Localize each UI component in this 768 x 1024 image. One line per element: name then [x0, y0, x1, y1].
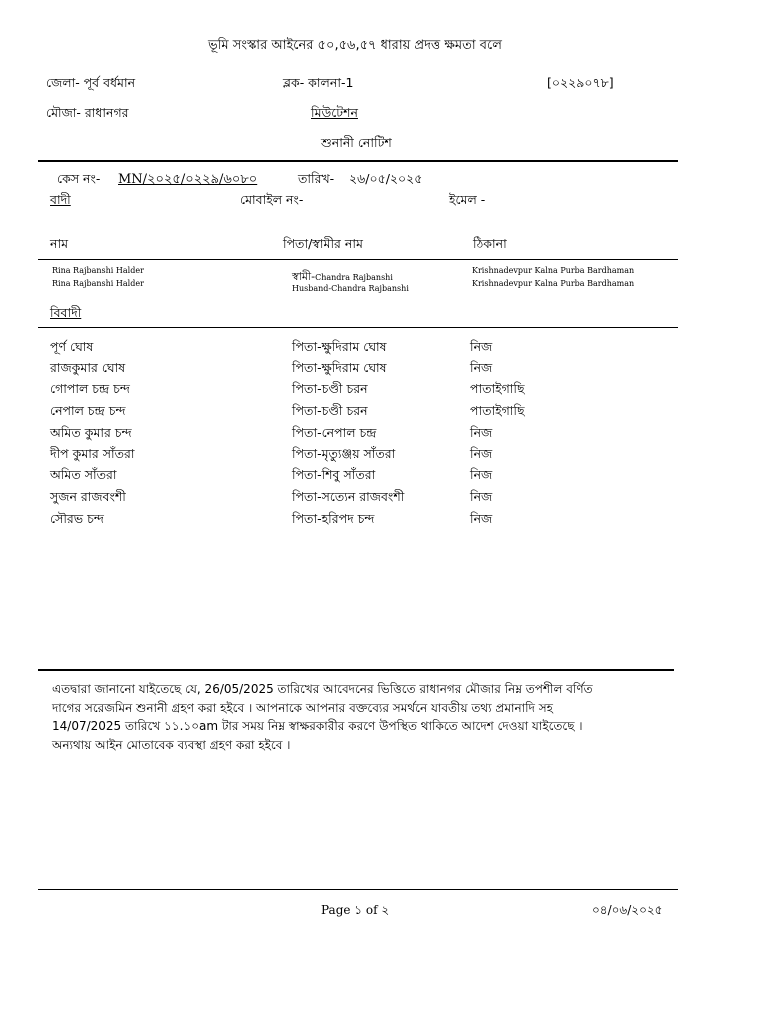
respondent-name: সুজন রাজবংশী [50, 489, 126, 504]
respondent-address: নিজ [470, 511, 493, 526]
body-divider [38, 669, 674, 671]
mobile-label: মোবাইল নং- [240, 192, 304, 207]
respondent-name: গোপাল চন্দ্র চন্দ [50, 381, 130, 396]
respondent-father: পিতা-চণ্ডী চরন [292, 381, 368, 396]
email-label: ইমেল - [449, 192, 486, 207]
header-divider [38, 160, 678, 162]
respondent-name: দীপ কুমার সাঁতরা [50, 446, 135, 461]
date-label: তারিখ- [298, 171, 335, 186]
respondent-address: পাতাইগাছি [470, 403, 525, 418]
respondent-address: নিজ [470, 339, 493, 354]
page-number: Page ১ of ২ [321, 903, 390, 917]
footer-date: ০৪/০৬/২০২৫ [592, 903, 663, 917]
notice-type: শুনানী নোটিশ [321, 135, 392, 150]
petitioner-name: Rina Rajbanshi Halder [52, 279, 144, 288]
respondent-father: পিতা-সত্যেন রাজবংশী [292, 489, 405, 504]
relation-prefix: স্বামী- [292, 270, 316, 283]
petitioner-address: Krishnadevpur Kalna Purba Bardhaman [472, 279, 635, 288]
document-title: ভূমি সংস্কার আইনের ৫০,৫৬,৫৭ ধারায় প্রদত্ত ক্ষমতা বলে [208, 38, 502, 53]
relation-name: Chandra Rajbanshi [315, 273, 393, 282]
respondent-address: পাতাইগাছি [470, 381, 525, 396]
respondent-address: নিজ [470, 360, 493, 375]
respondent-father: পিতা-হরিপদ চন্দ [292, 511, 375, 526]
respondent-father: পিতা-ক্ষুদিরাম ঘোষ [292, 360, 387, 375]
respondent-name: অমিত কুমার চন্দ [50, 425, 132, 440]
petitioner-name: Rina Rajbanshi Halder [52, 266, 144, 275]
column-header-address: ঠিকানা [473, 236, 507, 251]
block-label: ব্লক- কালনা-1 [283, 75, 354, 90]
petitioner-relation: Husband-Chandra Rajbanshi [292, 284, 409, 293]
respondent-father: পিতা-ক্ষুদিরাম ঘোষ [292, 339, 387, 354]
case-number: MN/২০২৫/০২২৯/৬০৮০ [118, 172, 258, 187]
notice-line: দাগের সরেজমিন শুনানী গ্রহণ করা হইবে । আপনাকে আপনার বক্তব্যের সমর্থনে যাবতীয় তথ্য প্রমানাদি সহ [52, 700, 553, 715]
notice-line: 14/07/2025 তারিখে ১১.১০am টার সময় নিম্ন স্বাক্ষরকারীর করণে উপস্থিত থাকিতে আদেশ দেওয়া যাইতেছে । [52, 719, 583, 733]
subject-heading: মিউটেশন [311, 105, 358, 120]
respondent-address: নিজ [470, 425, 493, 440]
case-date: ২৬/০৫/২০২৫ [349, 171, 423, 186]
column-header-divider [38, 259, 678, 260]
mouza-label: মৌজা- রাধানগর [46, 105, 129, 120]
petitioner-heading: বাদী [50, 192, 71, 207]
column-header-name: নাম [50, 236, 69, 251]
respondent-father: পিতা-মৃত্যুঞ্জয় সাঁতরা [292, 446, 396, 461]
respondent-name: অমিত সাঁতরা [50, 467, 117, 482]
notice-body [52, 680, 652, 754]
district-label: জেলা- পূর্ব বর্ধমান [46, 75, 136, 90]
column-header-father: পিতা/স্বামীর নাম [283, 236, 363, 251]
respondent-address: নিজ [470, 446, 493, 461]
notice-line: এতদ্বারা জানানো যাইতেছে যে, 26/05/2025 তারিখের আবেদনের ভিত্তিতে রাধানগর মৌজার নিম্ন তপশীল বর্ণিত [52, 682, 593, 696]
footer-divider [38, 889, 678, 890]
respondent-father: পিতা-চণ্ডী চরন [292, 403, 368, 418]
case-number-label: কেস নং- [57, 171, 101, 186]
respondent-address: নিজ [470, 467, 493, 482]
respondent-father: পিতা-শিবু সাঁতরা [292, 467, 376, 482]
respondent-address: নিজ [470, 489, 493, 504]
respondent-heading: বিবাদী [50, 305, 82, 320]
office-code: [০২২৯০৭৮] [547, 75, 614, 90]
respondent-father: পিতা-নেপাল চন্দ্র [292, 425, 377, 440]
respondent-name: রাজকুমার ঘোষ [50, 360, 126, 375]
respondent-name: সৌরভ চন্দ [50, 511, 104, 526]
petitioner-address: Krishnadevpur Kalna Purba Bardhaman [472, 266, 635, 275]
notice-line: অন্যথায় আইন মোতাবেক ব্যবস্থা গ্রহণ করা হইবে । [52, 737, 291, 752]
respondent-name: পূর্ণ ঘোষ [50, 339, 94, 354]
respondent-divider [38, 327, 678, 328]
respondent-name: নেপাল চন্দ্র চন্দ [50, 403, 126, 418]
